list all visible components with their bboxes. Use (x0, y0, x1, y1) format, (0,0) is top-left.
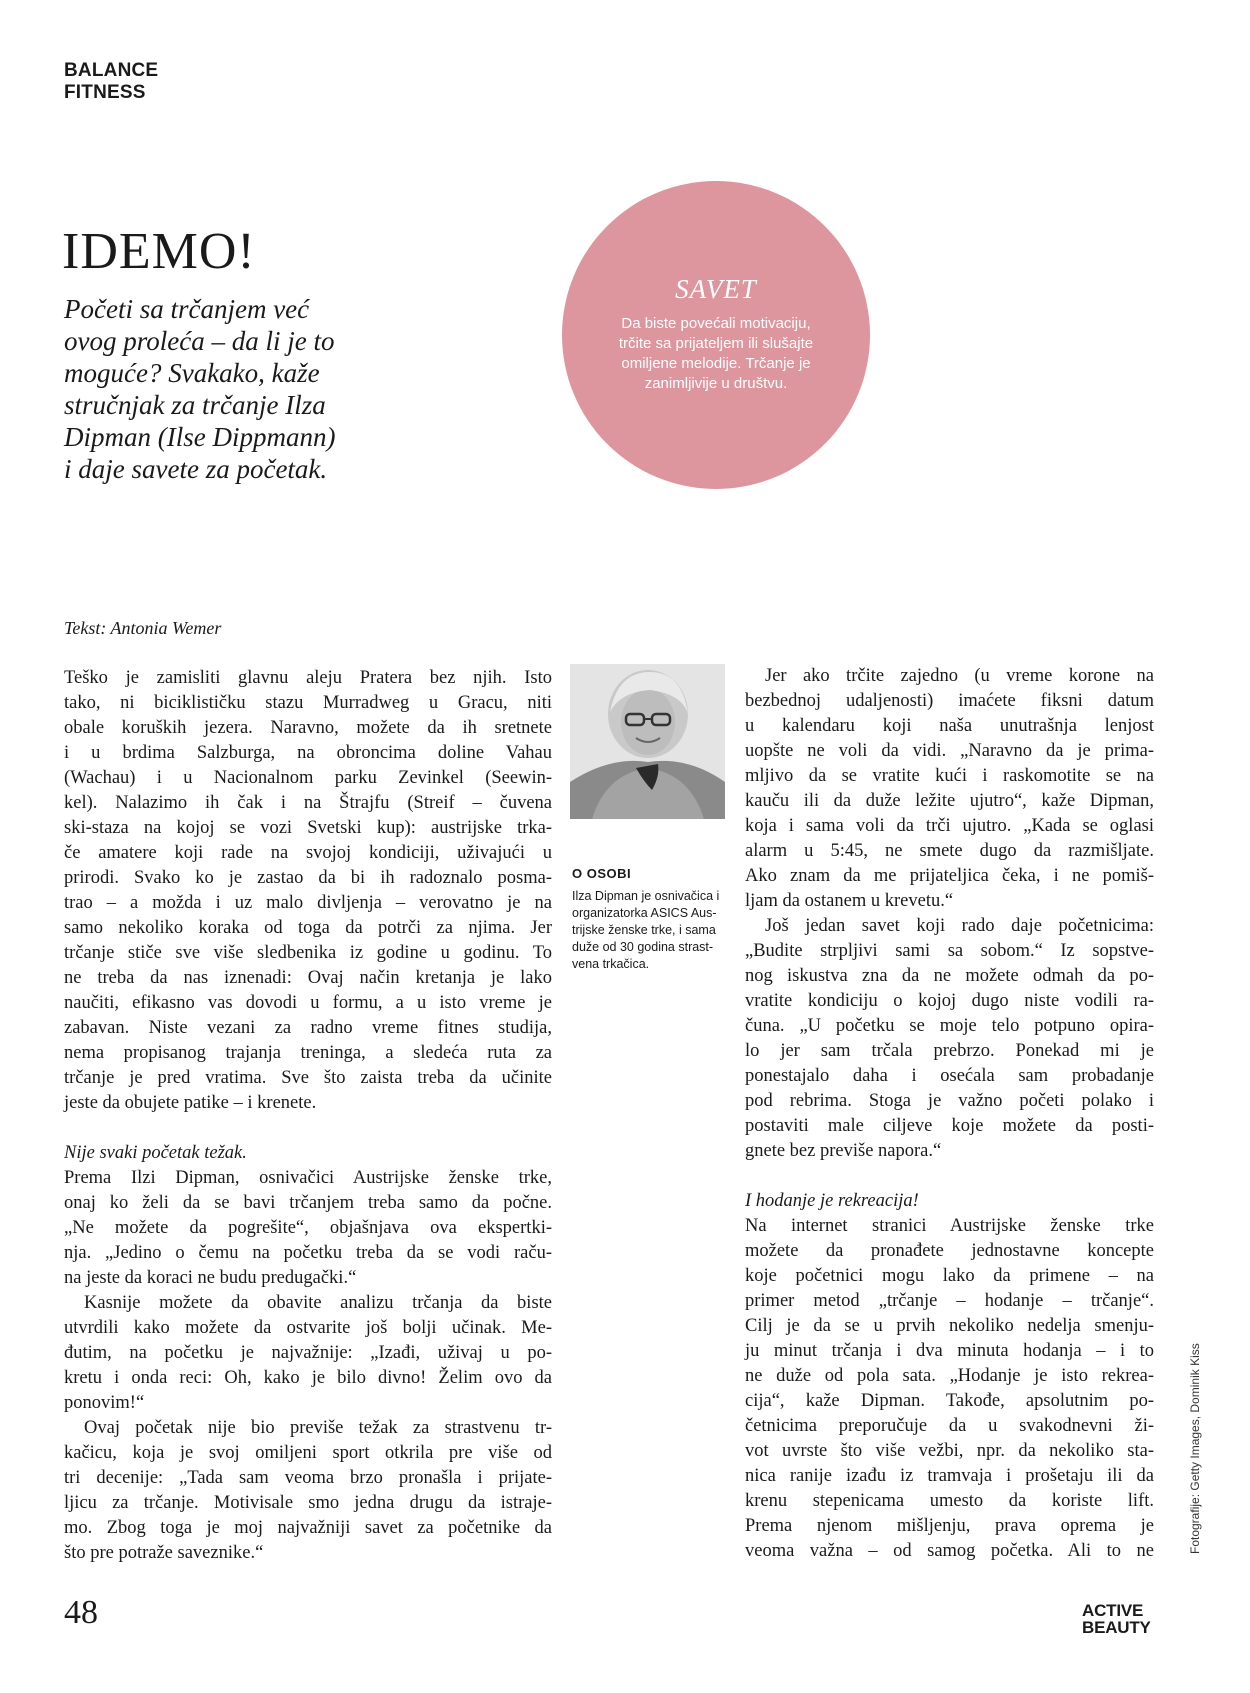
body-line: naučiti, efikasno vas dovodi u formu, a u isto vreme je (64, 993, 552, 1013)
body-line: utvrdili kako možete da ostvarite još bolji učinak. Me- (64, 1318, 552, 1338)
body-line: ponovim!“ (64, 1393, 145, 1413)
caption-title: O OSOBI (572, 866, 632, 881)
body-line: i u brdima Salzburga, na obroncima doline Vahau (64, 743, 552, 763)
subheading: Nije svaki početak težak. (64, 1143, 247, 1163)
body-line: trao – a možda i uz malo divljenja – verovatno je na (64, 893, 552, 913)
body-line: lo jer sam trčala prebrzo. Ponekad mi je (745, 1041, 1154, 1061)
body-line: ski-staza na kojoj se vozi Svetski kup): austrijske trka- (64, 818, 552, 838)
body-line: nica ranije izađu iz tramvaja i prošetaju ili da (745, 1466, 1154, 1486)
body-line: „Budite strpljivi sami sa sobom.“ Iz sopstve- (745, 941, 1154, 961)
subheading: I hodanje je rekreacija! (745, 1191, 919, 1211)
body-line: cija“, kaže Dipman. Takođe, apsolutnim po- (745, 1391, 1154, 1411)
body-line: samo nekoliko koraka od toga da potrči za njima. Jer (64, 918, 552, 938)
caption-text (572, 888, 732, 973)
body-line: trčanje stiče sve više sledbenika iz godine u godinu. To (64, 943, 552, 963)
body-line: veoma važna – od samog početka. Ali to ne (745, 1541, 1154, 1561)
body-line: alarm u 5:45, ne smete dugo da razmišljate. (745, 841, 1154, 861)
body-line: kačicu, koja je svoj omiljeni sport otkrila pre više od (64, 1443, 552, 1463)
caption-line: organizatorka ASICS Aus- (572, 906, 717, 920)
body-line: tako, ni biciklističku stazu Murradweg u Gracu, niti (64, 693, 552, 713)
tip-line: omiljene melodije. Trčanje je (621, 355, 811, 372)
tip-text (592, 314, 840, 394)
lead-line: Početi sa trčanjem već (64, 294, 310, 324)
portrait-image (570, 664, 725, 819)
tip-line: Da biste povećali motivaciju, (621, 315, 811, 332)
byline: Tekst: Antonia Wemer (64, 618, 222, 638)
person-caption (572, 865, 732, 973)
section-tag-line2: FITNESS (64, 82, 146, 103)
article-title: IDEMO! (62, 223, 256, 280)
body-line: Kasnije možete da obavite analizu trčanja da biste (84, 1293, 552, 1313)
body-line: četnicima preporučuje da u svakodnevni ži- (745, 1416, 1154, 1436)
caption-line: duže od 30 godina strast- (572, 940, 714, 954)
paragraph-gap (745, 1164, 1154, 1189)
tip-line: trčite sa prijateljem ili slušajte (618, 335, 814, 352)
body-column-right (745, 664, 1154, 1564)
lead-line: ovog proleća – da li je to (64, 326, 335, 356)
body-line: krenu stepenicama umesto da koriste lift. (745, 1491, 1154, 1511)
magazine-logo-line2: BEAUTY (1082, 1618, 1151, 1637)
body-line: jeste da obujete patike – i krenete. (64, 1093, 317, 1113)
body-line: trčanje je pred vratima. Sve što zaista treba da učinite (64, 1068, 552, 1088)
body-column-left (64, 666, 552, 1566)
body-line: nog iskustva zna da ne možete odmah da po- (745, 966, 1154, 986)
article-lead (64, 293, 404, 485)
body-line: ljam da ostanem u krevetu.“ (745, 891, 954, 911)
magazine-logo (1082, 1602, 1151, 1636)
body-line: uopšte ne voli da vidi. „Naravno da je prima- (745, 741, 1154, 761)
body-line: Prema njenom mišljenju, prava oprema je (745, 1516, 1154, 1536)
body-line: tri decenije: „Tada sam veoma brzo pronašla i prijate- (64, 1468, 552, 1488)
body-line: Cilj je da se u prvih nekoliko nedelja smenju- (745, 1316, 1154, 1336)
body-line: mo. Zbog toga je moj najvažniji savet za početnike da (64, 1518, 552, 1538)
body-line: Teško je zamisliti glavnu aleju Pratera bez njih. Isto (64, 668, 552, 688)
section-tag-line1: BALANCE (64, 60, 159, 81)
lead-line: Dipman (Ilse Dippmann) (64, 422, 336, 452)
body-line: če amatere koji rade na svojoj kondiciji, uživajući u (64, 843, 552, 863)
body-line: ne treba da nas iznenadi: Ovaj način kretanja je lako (64, 968, 552, 988)
body-line: bezbednoj udaljenosti) imaćete fiksni datum (745, 691, 1154, 711)
body-line: Jer ako trčite zajedno (u vreme korone na (765, 666, 1154, 686)
body-line: čuna. „U početku se moje telo potpuno opira- (745, 1016, 1154, 1036)
body-line: što pre potraže saveznike.“ (64, 1543, 264, 1563)
lead-line: i daje savete za početak. (64, 454, 328, 484)
magazine-logo-line1: ACTIVE (1082, 1601, 1144, 1620)
body-line: Ako znam da me prijateljica čeka, i ne pomiš- (745, 866, 1154, 886)
caption-line: trijske ženske trke, i sama (572, 923, 716, 937)
body-line: nema propisanog trajanja treninga, a sledeća ruta za (64, 1043, 552, 1063)
body-line: ju minut trčanja i dva minuta hodanja – i to (745, 1341, 1154, 1361)
body-line: gnete bez previše napora.“ (745, 1141, 942, 1161)
body-line: obale koruških jezera. Naravno, možete da ih sretnete (64, 718, 552, 738)
body-line: vot uvrste što više vežbi, npr. da nekoliko sta- (745, 1441, 1154, 1461)
caption-line: Ilza Dipman je osnivačica i (572, 889, 720, 903)
body-line: kauču ili da duže ležite ujutro“, kaže Dipman, (745, 791, 1154, 811)
body-line: Ovaj početak nije bio previše težak za strastvenu tr- (84, 1418, 552, 1438)
body-line: nja. „Jedino o čemu na početku treba da se vodi raču- (64, 1243, 552, 1263)
body-line: koja i sama voli da trči ujutro. „Kada se oglasi (745, 816, 1154, 836)
lead-line: stručnjak za trčanje Ilza (64, 390, 326, 420)
body-line: u kalendaru koji naša unutrašnja lenjost (745, 716, 1154, 736)
body-line: (Wachau) i u Nacionalnom parku Zevinkel (Seewin- (64, 768, 552, 788)
page-number: 48 (64, 1594, 98, 1631)
body-line: pod rebrima. Stoga je važno početi polako i (745, 1091, 1154, 1111)
body-line: kel). Nalazimo ih čak i na Štrajfu (Streif – čuvena (64, 793, 552, 813)
body-line: na jeste da koraci ne budu predugački.“ (64, 1268, 357, 1288)
body-line: Još jedan savet koji rado daje početnicima: (765, 916, 1154, 936)
body-line: možete da pronađete jednostavne koncepte (745, 1241, 1154, 1261)
caption-line: vena trkačica. (572, 957, 650, 971)
body-line: primer metod „trčanje – hodanje – trčanje“. (745, 1291, 1154, 1311)
body-line: zabavan. Niste vezani za radno vreme fitnes studija, (64, 1018, 552, 1038)
lead-line: moguće? Svakako, kaže (64, 358, 320, 388)
body-line: prirodi. Svako ko je zastao da bi ih radoznalo posma- (64, 868, 552, 888)
photo-credit-text: Fotografije: Getty Images, Dominik Kiss (1188, 1343, 1202, 1554)
body-line: ljicu za trčanje. Motivisale smo jedna drugu da istraje- (64, 1493, 552, 1513)
tip-title: SAVET (675, 274, 757, 304)
body-line: onaj ko želi da se bavi trčanjem treba samo da počne. (64, 1193, 552, 1213)
body-line: koje početnici mogu lako da primene – na (745, 1266, 1154, 1286)
body-line: mljivo da se vratite kući i raskomotite se na (745, 766, 1154, 786)
body-line: Na internet stranici Austrijske ženske trke (745, 1216, 1154, 1236)
body-line: kretu i onda reci: Oh, kako je bilo divno! Želim ovo da (64, 1368, 552, 1388)
body-line: Prema Ilzi Dipman, osnivačici Austrijske ženske trke, (64, 1168, 552, 1188)
paragraph-gap (64, 1116, 552, 1141)
body-line: postaviti male ciljeve koje možete da posti- (745, 1116, 1154, 1136)
tip-circle (562, 181, 870, 489)
portrait-photo (570, 664, 725, 819)
body-line: „Ne možete da pogrešite“, objašnjava ova ekspertki- (64, 1218, 552, 1238)
body-line: đutim, na početku je najvažnije: „Izađi, uživaj u po- (64, 1343, 552, 1363)
body-line: ne duže od pola sata. „Hodanje je isto rekrea- (745, 1366, 1154, 1386)
body-line: vratite kondiciju o kojoj dugo niste vodili ra- (745, 991, 1154, 1011)
body-line: ponestajalo daha i osećala sam probadanje (745, 1066, 1154, 1086)
tip-line: zanimljivije u društvu. (644, 375, 788, 392)
section-tag (64, 60, 158, 104)
